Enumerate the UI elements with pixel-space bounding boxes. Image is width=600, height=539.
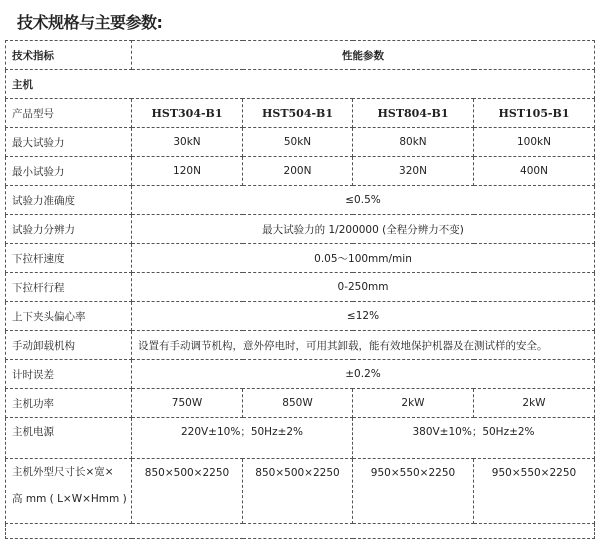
table-row (6, 524, 595, 539)
table-row (6, 459, 595, 524)
row-label: 上下夹头偏心率 (6, 302, 132, 331)
table-row (6, 244, 595, 273)
row-label: 试验力分辨力 (6, 215, 132, 244)
value-cell: 380V±10%；50Hz±2% (353, 418, 595, 459)
value-cell: 200N (243, 157, 353, 186)
table-row (6, 99, 595, 128)
model-cell: HST804-B1 (353, 99, 474, 128)
page-title: 技术规格与主要参数: (17, 13, 163, 32)
value-cell: 120N (132, 157, 243, 186)
value-cell: 0.05～100mm/min (132, 244, 595, 273)
row-label: 手动卸载机构 (6, 331, 132, 360)
value-cell: 950×550×2250 (353, 459, 474, 524)
model-cell: HST304-B1 (132, 99, 243, 128)
value-cell: ≤0.5% (132, 186, 595, 215)
table-row (6, 360, 595, 389)
row-label: 下拉杆速度 (6, 244, 132, 273)
section-title: 主机 (6, 70, 595, 99)
table-row (6, 128, 595, 157)
table-row (6, 215, 595, 244)
value-cell: 220V±10%；50Hz±2% (132, 418, 353, 459)
value-cell: 850×500×2250 (243, 459, 353, 524)
table-row (6, 273, 595, 302)
value-cell: 2kW (353, 389, 474, 418)
model-cell: HST504-B1 (243, 99, 353, 128)
row-label: 主机功率 (6, 389, 132, 418)
value-cell: 950×550×2250 (474, 459, 595, 524)
value-cell: 750W (132, 389, 243, 418)
empty-cell (6, 524, 595, 539)
row-label-line: 主机外型尺寸长×宽× (12, 466, 114, 478)
table-row (6, 418, 595, 459)
row-label: 计时误差 (6, 360, 132, 389)
value-cell: ±0.2% (132, 360, 595, 389)
value-cell: 850W (243, 389, 353, 418)
value-cell: 30kN (132, 128, 243, 157)
value-cell: 2kW (474, 389, 595, 418)
table-row (6, 186, 595, 215)
value-cell: 400N (474, 157, 595, 186)
value-cell: 设置有手动调节机构，意外停电时，可用其卸载，能有效地保护机器及在测试样的安全。 (132, 331, 595, 360)
row-label: 最大试验力 (6, 128, 132, 157)
value-cell: 最大试验力的 1/200000 (全程分辨力不变) (132, 215, 595, 244)
value-cell: ≤12% (132, 302, 595, 331)
table-row (6, 302, 595, 331)
table-row (6, 157, 595, 186)
row-label (6, 459, 132, 524)
row-label: 主机电源 (6, 418, 132, 459)
row-label: 产品型号 (6, 99, 132, 128)
value-cell: 50kN (243, 128, 353, 157)
table-row (6, 389, 595, 418)
value-cell: 850×500×2250 (132, 459, 243, 524)
header-spec: 技术指标 (6, 41, 132, 70)
row-label-line: 高 mm ( L×W×Hmm ) (12, 493, 127, 505)
value-cell: 100kN (474, 128, 595, 157)
spec-table (5, 40, 595, 539)
row-label: 试验力准确度 (6, 186, 132, 215)
row-label: 下拉杆行程 (6, 273, 132, 302)
header-params: 性能参数 (132, 41, 595, 70)
section-row (6, 70, 595, 99)
table-header-row (6, 41, 595, 70)
table-row (6, 331, 595, 360)
row-label: 最小试验力 (6, 157, 132, 186)
model-cell: HST105-B1 (474, 99, 595, 128)
value-cell: 320N (353, 157, 474, 186)
value-cell: 0-250mm (132, 273, 595, 302)
value-cell: 80kN (353, 128, 474, 157)
